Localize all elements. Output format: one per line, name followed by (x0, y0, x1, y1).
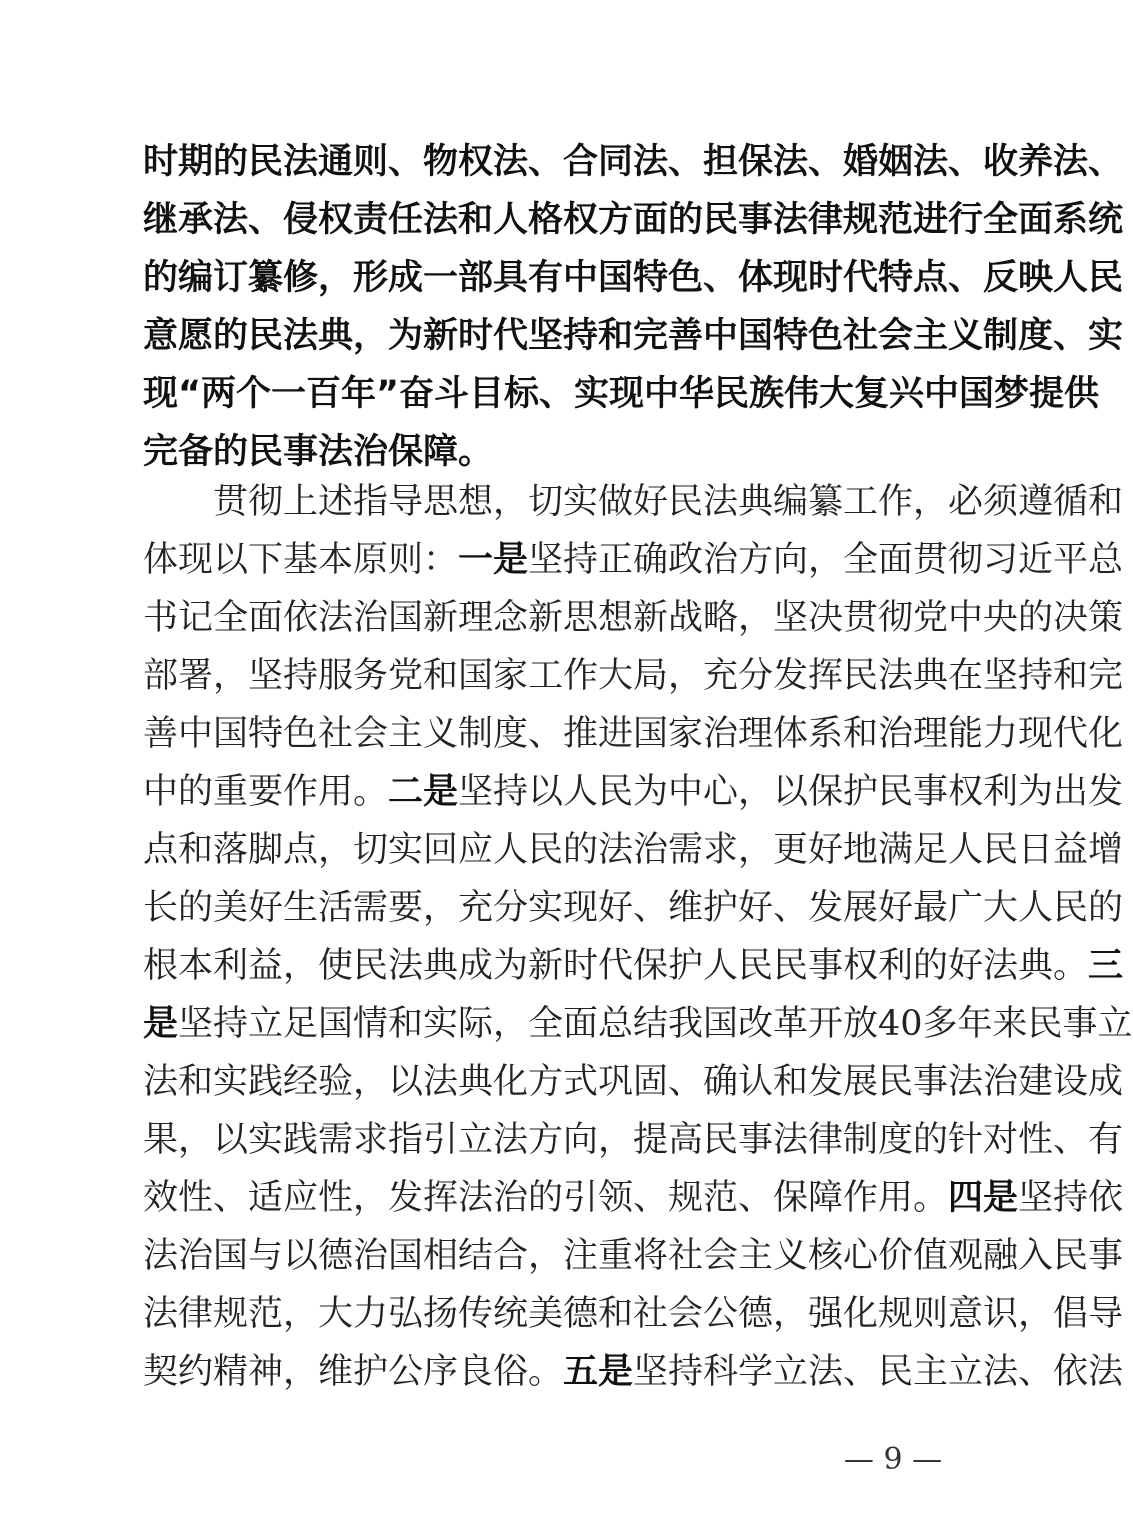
text-segment: 效性、适应性，发挥法治的引领、规范、保障作用。 (143, 1178, 949, 1218)
paragraph-2-line: 法和实践经验，以法典化方式巩固、确认和发展民事法治建设成 (143, 1062, 1124, 1102)
paragraph-2 (143, 473, 1133, 1401)
principle-marker-5: 五是 (563, 1352, 634, 1392)
paragraph-2-line: 长的美好生活需要，充分实现好、维护好、发展好最广大人民的 (143, 888, 1124, 928)
principle-marker-3-part: 是 (143, 1004, 179, 1044)
paragraph-2-line (143, 995, 1133, 1053)
text-segment: 坚持正确政治方向，全面贯彻习近平总 (528, 540, 1124, 580)
paragraph-1 (143, 133, 1124, 481)
text-segment: 体现以下基本原则： (143, 540, 459, 580)
paragraph-2-line: 法治国与以德治国相结合，注重将社会主义核心价值观融入民事 (143, 1236, 1124, 1276)
paragraph-2-line: 点和落脚点，切实回应人民的法治需求，更好地满足人民日益增 (143, 830, 1124, 870)
paragraph-2-line: 书记全面依法治国新理念新思想新战略，坚决贯彻党中央的决策 (143, 598, 1124, 638)
paragraph-1-line: 完备的民事法治保障。 (143, 432, 494, 472)
paragraph-2-line: 果，以实践需求指引立法方向，提高民事法律制度的针对性、有 (143, 1120, 1124, 1160)
paragraph-2-line: 善中国特色社会主义制度、推进国家治理体系和治理能力现代化 (143, 714, 1124, 754)
paragraph-2-line (143, 1343, 1124, 1401)
principle-marker-3-part: 三 (1088, 946, 1124, 986)
principle-marker-4: 四是 (948, 1178, 1019, 1218)
paragraph-2-line: 贯彻上述指导思想，切实做好民法典编纂工作，必须遵循和 (213, 482, 1124, 522)
text-segment: 坚持依 (1018, 1178, 1124, 1218)
paragraph-1-line: 意愿的民法典，为新时代坚持和完善中国特色社会主义制度、实 (143, 316, 1124, 356)
paragraph-2-line (143, 1169, 1124, 1227)
paragraph-1-line: 继承法、侵权责任法和人格权方面的民事法律规范进行全面系统 (143, 200, 1124, 240)
paragraph-1-line: 时期的民法通则、物权法、合同法、担保法、婚姻法、收养法、 (143, 142, 1124, 182)
paragraph-1-line: 的编订纂修，形成一部具有中国特色、体现时代特点、反映人民 (143, 258, 1124, 298)
paragraph-2-line: 法律规范，大力弘扬传统美德和社会公德，强化规则意识，倡导 (143, 1294, 1124, 1334)
text-segment: 坚持科学立法、民主立法、依法 (633, 1352, 1124, 1392)
paragraph-1-line: 现“两个一百年”奋斗目标、实现中华民族伟大复兴中国梦提供 (143, 374, 1100, 414)
text-segment: 根本利益，使民法典成为新时代保护人民民事权利的好法典。 (143, 946, 1089, 986)
text-segment: 中的重要作用。 (143, 772, 389, 812)
paragraph-2-line: 部署，坚持服务党和国家工作大局，充分发挥民法典在坚持和完 (143, 656, 1124, 696)
principle-marker-1: 一是 (458, 540, 529, 580)
page-number: — 9 — (843, 1442, 943, 1477)
paragraph-2-line (143, 531, 1124, 589)
text-segment: 坚持立足国情和实际，全面总结我国改革开放40多年来民事立 (178, 1004, 1133, 1044)
text-segment: 坚持以人民为中心，以保护民事权利为出发 (458, 772, 1124, 812)
paragraph-2-line (143, 763, 1124, 821)
text-segment: 契约精神，维护公序良俗。 (143, 1352, 564, 1392)
paragraph-2-line (143, 937, 1124, 995)
principle-marker-2: 二是 (388, 772, 459, 812)
